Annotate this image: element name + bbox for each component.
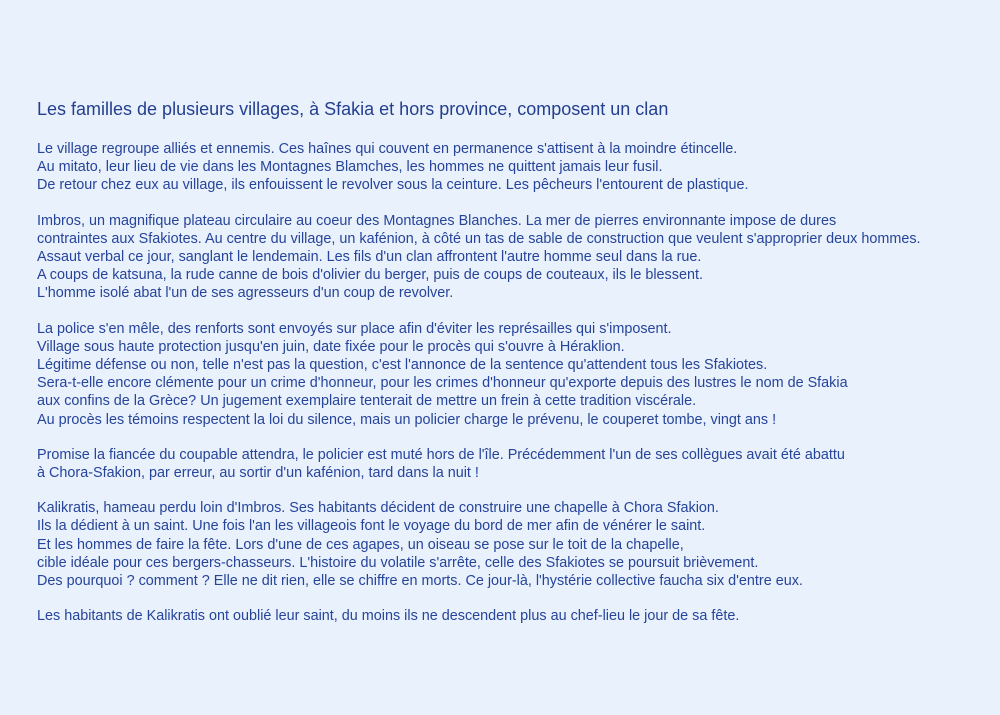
- text-line: De retour chez eux au village, ils enfouissent le revolver sous la ceinture. Les pêcheurs l'entourent de plastique.: [37, 177, 749, 194]
- paragraph-4: [37, 446, 980, 482]
- text-line: Et les hommes de faire la fête. Lors d'une de ces agapes, un oiseau se pose sur le toit de la chapelle,: [37, 536, 684, 553]
- text-line: Les habitants de Kalikratis ont oublié leur saint, du moins ils ne descendent plus au chef-lieu le jour de sa fête.: [37, 608, 740, 625]
- document-title: Les familles de plusieurs villages, à Sfakia et hors province, composent un clan: [37, 99, 669, 119]
- text-line: Kalikratis, hameau perdu loin d'Imbros. Ses habitants décident de construire une chapelle à Chora Sfakion.: [37, 500, 719, 517]
- text-line: L'homme isolé abat l'un de ses agresseurs d'un coup de revolver.: [37, 285, 454, 302]
- text-line: Au procès les témoins respectent la loi du silence, mais un policier charge le prévenu, le couperet tombe, vingt ans !: [37, 411, 777, 428]
- text-line: cible idéale pour ces bergers-chasseurs. L'histoire du volatile s'arrête, celle des Sfakiotes se poursuit brièvement.: [37, 554, 759, 571]
- paragraph-1: [37, 140, 980, 195]
- text-line: Au mitato, leur lieu de vie dans les Montagnes Blamches, les hommes ne quittent jamais leur fusil.: [37, 159, 663, 176]
- text-line: Légitime défense ou non, telle n'est pas la question, c'est l'annonce de la sentence qu'attendent tous les Sfakiotes.: [37, 357, 768, 374]
- text-line: à Chora-Sfakion, par erreur, au sortir d'un kafénion, tard dans la nuit !: [37, 465, 479, 482]
- text-line: contraintes aux Sfakiotes. Au centre du village, un kafénion, à côté un tas de sable de construction que veulent s'approprier deux hommes.: [37, 230, 921, 247]
- text-line: Assaut verbal ce jour, sanglant le lendemain. Les fils d'un clan affrontent l'autre homme seul dans la rue.: [37, 249, 702, 266]
- paragraph-6: [37, 607, 980, 625]
- paragraph-5: [37, 499, 980, 590]
- text-line: Village sous haute protection jusqu'en juin, date fixée pour le procès qui s'ouvre à Héraklion.: [37, 338, 625, 355]
- text-line: Promise la fiancée du coupable attendra, le policier est muté hors de l'île. Précédemment l'un de ses collègues avait été abattu: [37, 446, 845, 463]
- text-line: aux confins de la Grèce? Un jugement exemplaire tenterait de mettre un frein à cette tradition viscérale.: [37, 393, 697, 410]
- text-line: La police s'en mêle, des renforts sont envoyés sur place afin d'éviter les représailles qui s'imposent.: [37, 320, 672, 337]
- text-line: A coups de katsuna, la rude canne de bois d'olivier du berger, puis de coups de couteaux, ils le blessent.: [37, 267, 703, 284]
- text-line: Des pourquoi ? comment ? Elle ne dit rien, elle se chiffre en morts. Ce jour-là, l'hystérie collective faucha six d'entre eux.: [37, 573, 803, 590]
- text-line: Sera-t-elle encore clémente pour un crime d'honneur, pour les crimes d'honneur qu'exporte depuis des lustres le nom de Sfakia: [37, 375, 848, 392]
- paragraph-3: [37, 320, 980, 429]
- text-line: Ils la dédient à un saint. Une fois l'an les villageois font le voyage du bord de mer afin de vénérer le saint.: [37, 518, 706, 535]
- text-line: Imbros, un magnifique plateau circulaire au coeur des Montagnes Blanches. La mer de pierres environnante impose de dures: [37, 212, 837, 229]
- paragraph-2: [37, 212, 980, 303]
- text-line: Le village regroupe alliés et ennemis. Ces haînes qui couvent en permanence s'attisent à la moindre étincelle.: [37, 141, 738, 157]
